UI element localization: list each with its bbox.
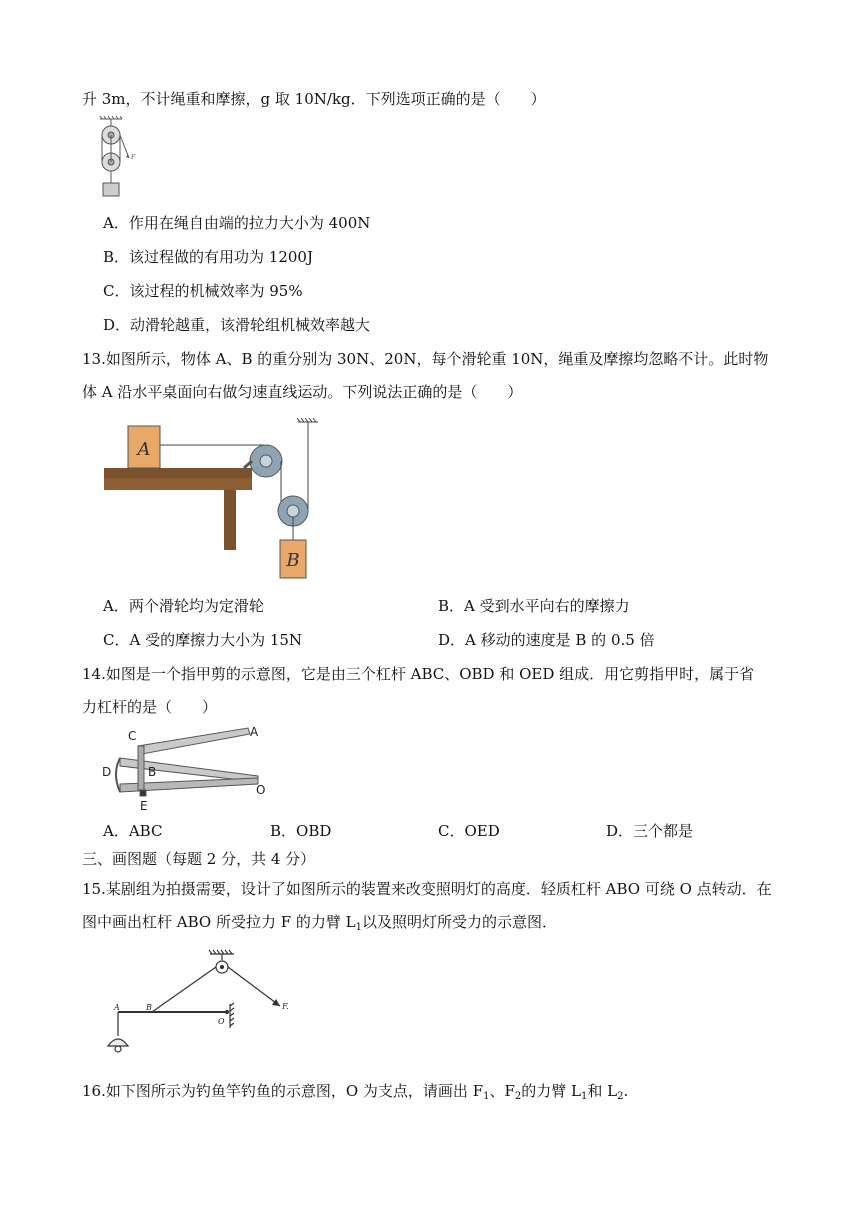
section-heading: 三、画图题（每题 2 分，共 4 分）	[82, 850, 316, 868]
q14-label-e: E	[140, 799, 148, 813]
q14-stem-line1: 14.如图是一个指甲剪的示意图，它是由三个杠杆 ABC、OBD 和 OED 组成．用它剪指甲时，属于省	[82, 665, 755, 683]
q12-option-c: C．该过程的机械效率为 95%	[103, 282, 303, 300]
q13-stem-line2: 体 A 沿水平桌面向右做匀速直线运动。下列说法正确的是（ ）	[82, 383, 523, 401]
q13-table-pulley-figure	[104, 418, 324, 584]
q13-label-b: B	[286, 550, 300, 571]
q12-option-b: B．该过程做的有用功为 1200J	[103, 248, 313, 266]
q12-option-a: A．作用在绳自由端的拉力大小为 400N	[103, 214, 371, 232]
q12-option-d: D．动滑轮越重，该滑轮组机械效率越大	[103, 316, 371, 334]
q13-stem-line1: 13.如图所示，物体 A、B 的重分别为 30N、20N，每个滑轮重 10N，绳重及摩擦均忽略不计。此时物	[82, 350, 769, 368]
q14-nail-clipper-figure	[98, 722, 270, 814]
q14-label-c: C	[128, 729, 137, 743]
q13-option-a: A．两个滑轮均为定滑轮	[103, 597, 264, 615]
q16-stem: 16.如下图所示为钓鱼竿钓鱼的示意图，O 为支点，请画出 $F_1$、$F_2$的力臂 $L_1$和 $L_2$.	[82, 1082, 629, 1102]
q15-label-f: F.	[282, 1002, 289, 1011]
q12-stem: 升 3m，不计绳重和摩擦，g 取 10N/kg．下列选项正确的是（ ）	[82, 90, 546, 108]
q13-option-b: B．A 受到水平向右的摩擦力	[438, 597, 630, 615]
q14-stem-line2: 力杠杆的是（ ）	[82, 698, 218, 716]
q14-label-b: B	[148, 765, 157, 779]
q12-label-f: F	[131, 154, 136, 161]
q14-label-a: A	[250, 725, 259, 739]
q14-option-d: D．三个都是	[606, 822, 694, 840]
q15-label-a: A	[114, 1003, 120, 1012]
q15-stem-line2: 图中画出杠杆 ABO 所受拉力 F 的力臂 $L_1$以及照明灯所受力的示意图．	[82, 913, 558, 933]
q15-lever-figure	[100, 948, 300, 1060]
q13-option-d: D．A 移动的速度是 B 的 0.5 倍	[438, 631, 655, 649]
q13-option-c: C．A 受的摩擦力大小为 15N	[103, 631, 303, 649]
q14-label-o: O	[256, 783, 266, 797]
q14-label-d: D	[102, 765, 112, 779]
q12-pulley-figure	[96, 116, 144, 202]
q14-option-c: C．OED	[438, 822, 500, 840]
q14-option-b: B．OBD	[270, 822, 332, 840]
q14-option-a: A．ABC	[103, 822, 163, 840]
q15-label-b: B	[146, 1003, 152, 1012]
q15-label-o: O	[218, 1017, 225, 1026]
q13-label-a: A	[137, 439, 151, 460]
q15-stem-line1: 15.某剧组为拍摄需要，设计了如图所示的装置来改变照明灯的高度．轻质杠杆 ABO 可绕 O 点转动．在	[82, 880, 772, 898]
